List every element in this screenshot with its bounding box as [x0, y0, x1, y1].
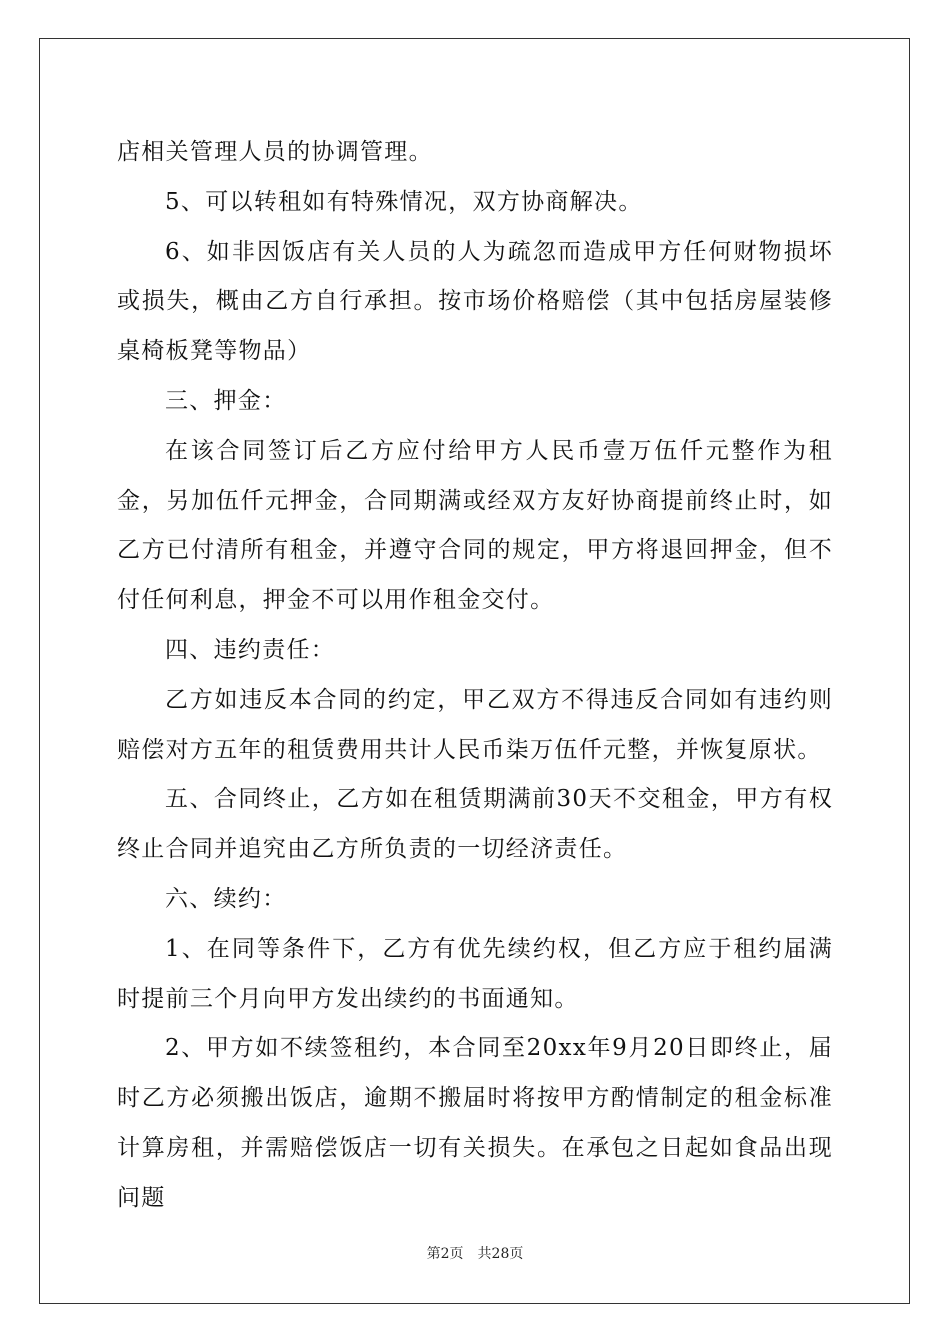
paragraph: 2、甲方如不续签租约，本合同至20xx年9月20日即终止，届时乙方必须搬出饭店，逾期不搬届时将按甲方酌情制定的租金标准计算房租，并需赔偿饭店一切有关损失。在承包之日起如食品出现问题: [117, 1035, 833, 1211]
paragraph: 乙方如违反本合同的约定，甲乙双方不得违反合同如有违约则赔偿对方五年的租赁费用共计人民币柒万伍仟元整，并恢复原状。: [117, 686, 833, 763]
paragraph: 店相关管理人员的协调管理。: [117, 139, 433, 165]
page-number: 第2页: [426, 1246, 464, 1262]
section-heading: 四、违约责任：: [165, 636, 336, 663]
paragraph: 5、可以转租如有特殊情况，双方协商解决。: [165, 188, 643, 215]
page-total: 共28页: [477, 1246, 524, 1262]
paragraph: 五、合同终止，乙方如在租赁期满前30天不交租金，甲方有权终止合同并追究由乙方所负责的一切经济责任。: [117, 786, 833, 863]
paragraph: 6、如非因饭店有关人员的人为疏忽而造成甲方任何财物损坏或损失，概由乙方自行承担。按市场价格赔偿（其中包括房屋装修桌椅板凳等物品）: [117, 238, 833, 365]
paragraph: 1、在同等条件下，乙方有优先续约权，但乙方应于租约届满时提前三个月向甲方发出续约的书面通知。: [117, 935, 833, 1012]
section-heading: 三、押金：: [165, 387, 287, 414]
paragraph: 在该合同签订后乙方应付给甲方人民币壹万伍仟元整作为租金，另加伍仟元押金，合同期满或经双方友好协商提前终止时，如乙方已付清所有租金，并遵守合同的规定，甲方将退回押金，但不付任何利息，押金不可以用作租金交付。: [117, 437, 833, 614]
section-heading: 六、续约：: [165, 885, 287, 912]
document-body: [117, 128, 833, 1224]
page-footer: [0, 1243, 950, 1263]
